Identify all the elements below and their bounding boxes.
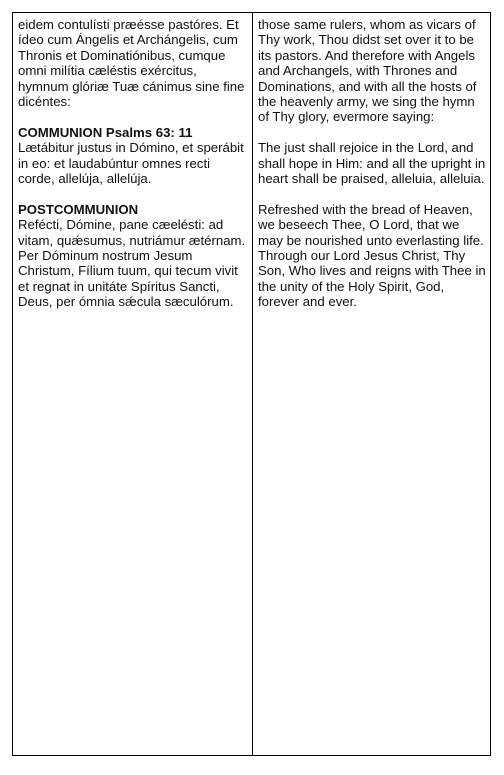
english-postcommunion-text: Refreshed with the bread of Heaven, we beseech Thee, O Lord, that we may be nourished unto everlasting life. Through our Lord Jesus Christ, Thy Son, Who lives and reigns with Thee in the unity of the Holy Spirit, God, forever and ever. (258, 201, 486, 310)
english-preface-end: those same rulers, whom as vicars of Thy work, Thou didst set over it to be its pastors. And therefore with Angels and Archangels, with Thrones and Dominations, and with all the hosts of the heavenly army, we sing the hymn of Thy glory, evermore saying: (258, 17, 477, 125)
postcommunion-heading: POSTCOMMUNION (18, 201, 139, 217)
latin-preface-end: eidem contulísti præésse pastóres. Et ídeo cum Ángelis et Archángelis, cum Thronis et Dominatiónibus, cumque omni milítia cæléstis exércitus, hymnum glóriæ Tuæ cánimus sine fine dicéntes: (18, 17, 245, 110)
english-communion-text: The just shall rejoice in the Lord, and shall hope in Him: and all the upright in heart shall be praised, alleluia, alleluia. (258, 140, 486, 187)
bilingual-table (12, 12, 491, 756)
english-column (253, 13, 490, 755)
latin-postcommunion-text: Refécti, Dómine, pane cæelésti: ad vitam, quǽsumus, nutriámur ætérnam. Per Dóminum nostrum Jesum Christum, Fílium tuum, qui tecum vivit et regnat in unitáte Spíritus Sancti, Deus, per ómnia sǽcula sæculórum. (18, 217, 246, 310)
latin-communion-text: Lætábitur justus in Dómino, et sperábit in eo: et laudabúntur omnes recti corde, allelúja, allelúja. (18, 140, 244, 187)
latin-column (13, 13, 253, 755)
communion-heading: COMMUNION Psalms 63: 11 (18, 124, 193, 140)
